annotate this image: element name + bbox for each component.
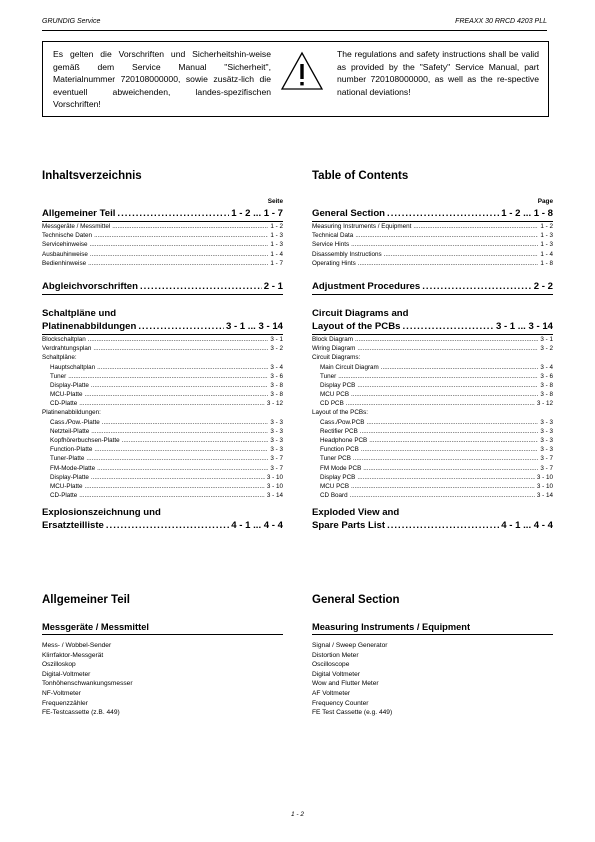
header-brand: GRUNDIG Service <box>42 18 101 25</box>
toc-entry[interactable]: FM-Mode-Platte ..... 3 - 7 <box>42 464 283 473</box>
list-item: AF Voltmeter <box>312 689 351 697</box>
safety-notice-en: The regulations and safety instructions shall be valid as provided by the "Safety" Service Manual, part number 720108000000, as well as the re-spective national deviations! <box>337 49 539 97</box>
toc-entry[interactable]: Block Diagram ..... 3 - 1 <box>312 335 553 344</box>
list-item: FE-Testcassette (z.B. 449) <box>42 709 120 717</box>
toc-german <box>42 170 283 531</box>
list-item: Wow and Flutter Meter <box>312 680 379 688</box>
header-rule <box>42 30 547 31</box>
toc-entry[interactable]: Wiring Diagram ..... 3 - 2 <box>312 344 553 353</box>
list-item: Digital-Voltmeter <box>42 670 91 678</box>
toc-entry[interactable]: Messgeräte / Messmittel ..... 1 - 2 <box>42 222 283 231</box>
toc-entry[interactable]: CD-Platte ..... 3 - 14 <box>42 491 283 500</box>
header-model: FREAXX 30 RRCD 4203 PLL <box>455 18 547 25</box>
toc-entry[interactable]: Verdrahtungsplan ..... 3 - 2 <box>42 344 283 353</box>
safety-notice-de: Es gelten die Vorschriften und Sicherheitshin-weise gemäß dem Service Manual "Sicherheit", Materialnummer 720108000000, sowie zusätz-lich die eventuell abweichenden, landes-spezifischen Vorschriften! <box>53 49 271 110</box>
list-item: NF-Voltmeter <box>42 689 81 697</box>
toc-entry[interactable]: Display-Platte ..... 3 - 8 <box>42 381 283 390</box>
toc-entry[interactable]: Tuner PCB ..... 3 - 7 <box>312 454 553 463</box>
warning-triangle-icon <box>279 50 325 92</box>
toc-entry[interactable]: Hauptschaltplan ..... 3 - 4 <box>42 363 283 372</box>
toc-entry[interactable]: MCU-Platte ..... 3 - 8 <box>42 390 283 399</box>
toc-title: Table of Contents <box>312 170 409 182</box>
toc-entry[interactable]: Display PCB ..... 3 - 8 <box>312 381 553 390</box>
toc-section-title: Schaltpläne und <box>42 307 117 319</box>
list-item: Frequenzzähler <box>42 699 88 707</box>
section-title: Allgemeiner Teil <box>42 594 130 606</box>
list-item: Mess- / Wobbel-Sender <box>42 642 112 649</box>
toc-section[interactable]: Abgleichvorschriften ..... 2 - 1 <box>42 281 283 292</box>
toc-group-label: Platinenabbildungen: <box>42 409 101 417</box>
toc-section[interactable]: Layout of the PCBs ..... 3 - 1 ... 3 - 14 <box>312 321 553 332</box>
toc-entry[interactable]: Service Hints ..... 1 - 3 <box>312 240 553 249</box>
toc-page-label: Seite <box>267 198 283 205</box>
toc-title: Inhaltsverzeichnis <box>42 170 142 182</box>
toc-section[interactable]: Platinenabbildungen ..... 3 - 1 ... 3 - 14 <box>42 321 283 332</box>
toc-entry[interactable]: MCU PCB ..... 3 - 10 <box>312 482 553 491</box>
toc-entry[interactable]: Display PCB ..... 3 - 10 <box>312 473 553 482</box>
toc-entry[interactable]: Main Circuit Diagram ..... 3 - 4 <box>312 363 553 372</box>
toc-entry[interactable]: Operating Hints ..... 1 - 8 <box>312 259 553 268</box>
list-item: Frequency Counter <box>312 699 369 707</box>
toc-english <box>312 170 553 531</box>
toc-section[interactable]: Adjustment Procedures ..... 2 - 2 <box>312 281 553 292</box>
toc-entry[interactable]: Rectifier PCB ..... 3 - 3 <box>312 427 553 436</box>
toc-entry[interactable]: Technical Data ..... 1 - 3 <box>312 231 553 240</box>
general-section-english <box>312 594 553 718</box>
list-item: Digital Voltmeter <box>312 670 361 678</box>
section-title: General Section <box>312 594 400 606</box>
toc-entry[interactable]: Technische Daten ..... 1 - 3 <box>42 231 283 240</box>
toc-entry[interactable]: Ausbauhinweise ..... 1 - 4 <box>42 250 283 259</box>
toc-entry[interactable]: Function PCB ..... 3 - 3 <box>312 445 553 454</box>
toc-group-label: Layout of the PCBs: <box>312 409 369 417</box>
toc-group-label: Circuit Diagrams: <box>312 354 361 362</box>
toc-group-label: Schaltpläne: <box>42 354 77 362</box>
toc-entry[interactable]: Servicehinweise ..... 1 - 3 <box>42 240 283 249</box>
toc-entry[interactable]: CD PCB ..... 3 - 12 <box>312 399 553 408</box>
toc-section-title: Circuit Diagrams and <box>312 307 409 319</box>
page-number: 1 - 2 <box>290 811 304 818</box>
toc-entry[interactable]: Display-Platte ..... 3 - 10 <box>42 473 283 482</box>
toc-entry[interactable]: CD Board ..... 3 - 14 <box>312 491 553 500</box>
toc-entry[interactable]: Blockschaltplan ..... 3 - 1 <box>42 335 283 344</box>
toc-entry[interactable]: Cass./Pow.-Platte ..... 3 - 3 <box>42 418 283 427</box>
toc-section[interactable]: Allgemeiner Teil ..... 1 - 2 ... 1 - 7 <box>42 208 283 219</box>
toc-entry[interactable]: FM Mode PCB ..... 3 - 7 <box>312 464 553 473</box>
toc-entry[interactable]: Disassembly Instructions ..... 1 - 4 <box>312 250 553 259</box>
toc-entry[interactable]: MCU PCB ..... 3 - 8 <box>312 390 553 399</box>
section-subtitle: Messgeräte / Messmittel <box>42 622 149 632</box>
list-item: Oszilloskop <box>42 661 76 669</box>
toc-entry[interactable]: CD-Platte ..... 3 - 12 <box>42 399 283 408</box>
toc-section[interactable]: Ersatzteilliste ..... 4 - 1 ... 4 - 4 <box>42 520 283 531</box>
toc-page-label: Page <box>537 198 553 205</box>
toc-section-title: Exploded View and <box>312 507 400 519</box>
toc-entry[interactable]: Tuner-Platte ..... 3 - 7 <box>42 454 283 463</box>
toc-entry[interactable]: Netzteil-Platte ..... 3 - 3 <box>42 427 283 436</box>
list-item: FE Test Cassette (e.g. 449) <box>312 709 393 717</box>
toc-entry[interactable]: Tuner ..... 3 - 6 <box>312 372 553 381</box>
toc-entry[interactable]: Cass./Pow.PCB ..... 3 - 3 <box>312 418 553 427</box>
toc-section[interactable]: Spare Parts List ..... 4 - 1 ... 4 - 4 <box>312 520 553 531</box>
toc-entry[interactable]: Bedienhinweise ..... 1 - 7 <box>42 259 283 268</box>
toc-entry[interactable]: Headphone PCB ..... 3 - 3 <box>312 436 553 445</box>
list-item: Oscilloscope <box>312 661 350 669</box>
list-item: Klirrfaktor-Messgerät <box>42 651 104 659</box>
toc-section-title: Explosionszeichnung und <box>42 507 161 519</box>
list-item: Signal / Sweep Generator <box>312 642 388 649</box>
list-item: Distortion Meter <box>312 651 359 659</box>
general-section-german <box>42 594 283 718</box>
toc-section[interactable]: General Section ..... 1 - 2 ... 1 - 8 <box>312 208 553 219</box>
toc-entry[interactable]: Measuring Instruments / Equipment ..... 1 - 2 <box>312 222 553 231</box>
toc-entry[interactable]: Tuner ..... 3 - 6 <box>42 372 283 381</box>
safety-notice <box>42 41 549 117</box>
toc-entry[interactable]: MCU-Platte ..... 3 - 10 <box>42 482 283 491</box>
toc-entry[interactable]: Kopfhörerbuchsen-Platte ..... 3 - 3 <box>42 436 283 445</box>
section-subtitle: Measuring Instruments / Equipment <box>312 622 471 632</box>
toc-entry[interactable]: Function-Platte ..... 3 - 3 <box>42 445 283 454</box>
list-item: Tonhöhenschwankungsmesser <box>42 680 133 688</box>
